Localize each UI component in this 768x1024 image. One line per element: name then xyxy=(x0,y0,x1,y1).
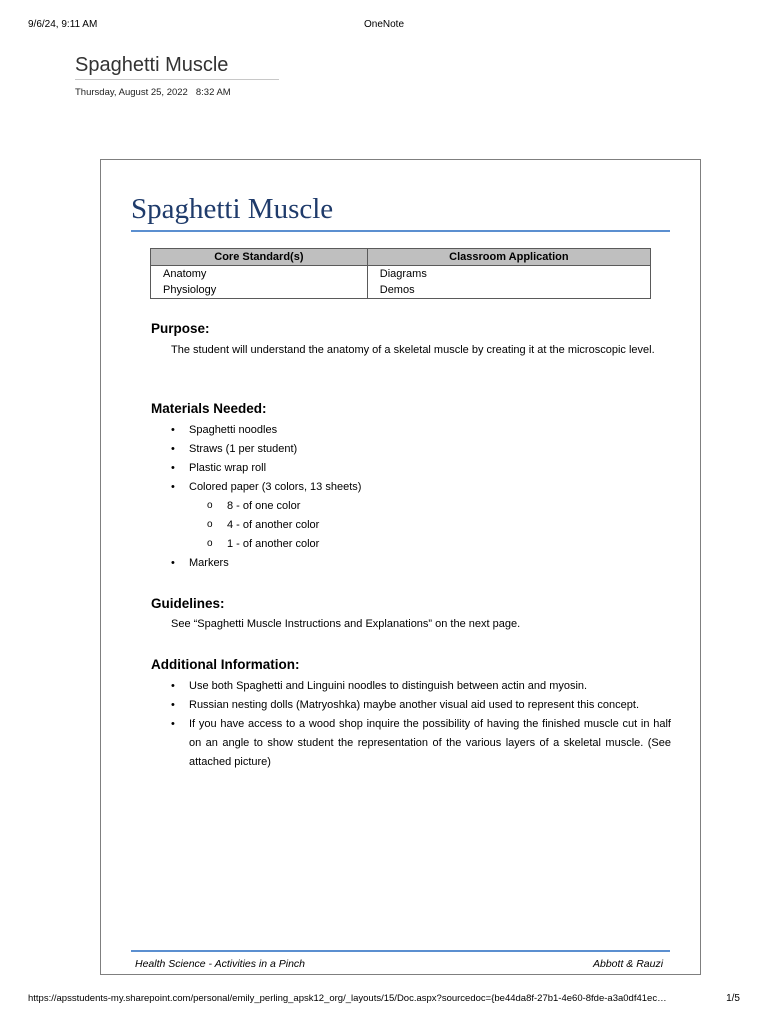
footer-divider xyxy=(131,950,670,952)
purpose-text: The student will understand the anatomy of a skeletal muscle by creating it at the microscopic level. xyxy=(171,344,655,356)
sub-list-item: o 8 - of one color xyxy=(189,497,651,516)
print-datetime: 9/6/24, 9:11 AM xyxy=(28,19,98,30)
title-divider xyxy=(131,230,670,232)
table-cell: Diagrams xyxy=(367,266,650,283)
materials-list xyxy=(171,421,651,573)
list-item: • Spaghetti noodles xyxy=(171,421,651,440)
list-item: • Use both Spaghetti and Linguini noodles to distinguish between actin and myosin. xyxy=(171,677,671,696)
print-url: https://apsstudents-my.sharepoint.com/personal/emily_perling_apsk12_org/_layouts/15/Doc.aspx?sourcedoc={be44da8f-27b1-4e60-8fde-a3a0df41ec… xyxy=(28,993,667,1004)
note-date xyxy=(75,87,231,98)
print-app-name: OneNote xyxy=(363,19,405,30)
print-page-number: 1/5 xyxy=(726,993,740,1004)
note-date-text: Thursday, August 25, 2022 xyxy=(75,87,188,98)
additional-list xyxy=(171,677,671,772)
document-title: Spaghetti Muscle xyxy=(131,193,334,225)
table-cell: Demos xyxy=(367,282,650,299)
table-header-cell: Classroom Application xyxy=(367,249,650,266)
table-row xyxy=(151,282,651,299)
sub-list-item: o 1 - of another color xyxy=(189,535,651,554)
list-item xyxy=(171,478,651,554)
table-header-row xyxy=(151,249,651,266)
list-item-label: Colored paper (3 colors, 13 sheets) xyxy=(189,481,362,493)
list-item: • If you have access to a wood shop inquire the possibility of having the finished muscle cut in half on an angle to show student the representation of the various layers of a skeletal muscle. (See attached picture) xyxy=(171,715,671,772)
table-header-cell: Core Standard(s) xyxy=(151,249,368,266)
guidelines-text: See “Spaghetti Muscle Instructions and Explanations” on the next page. xyxy=(171,618,521,630)
list-item: • Russian nesting dolls (Matryoshka) maybe another visual aid used to represent this concept. xyxy=(171,696,671,715)
document-footer-right: Abbott & Rauzi xyxy=(593,958,664,970)
table-row xyxy=(151,266,651,283)
list-item: • Plastic wrap roll xyxy=(171,459,651,478)
note-title: Spaghetti Muscle xyxy=(75,54,279,80)
materials-heading: Materials Needed: xyxy=(151,401,267,416)
sub-list-item: o 4 - of another color xyxy=(189,516,651,535)
guidelines-heading: Guidelines: xyxy=(151,596,225,611)
list-item: • Markers xyxy=(171,554,651,573)
table-cell: Anatomy xyxy=(151,266,368,283)
additional-heading: Additional Information: xyxy=(151,657,300,672)
list-item: • Straws (1 per student) xyxy=(171,440,651,459)
standards-table xyxy=(150,248,651,299)
document-footer-left: Health Science - Activities in a Pinch xyxy=(135,958,306,970)
note-time-text: 8:32 AM xyxy=(195,87,231,98)
purpose-heading: Purpose: xyxy=(151,321,210,336)
table-cell: Physiology xyxy=(151,282,368,299)
sub-list xyxy=(189,497,651,554)
